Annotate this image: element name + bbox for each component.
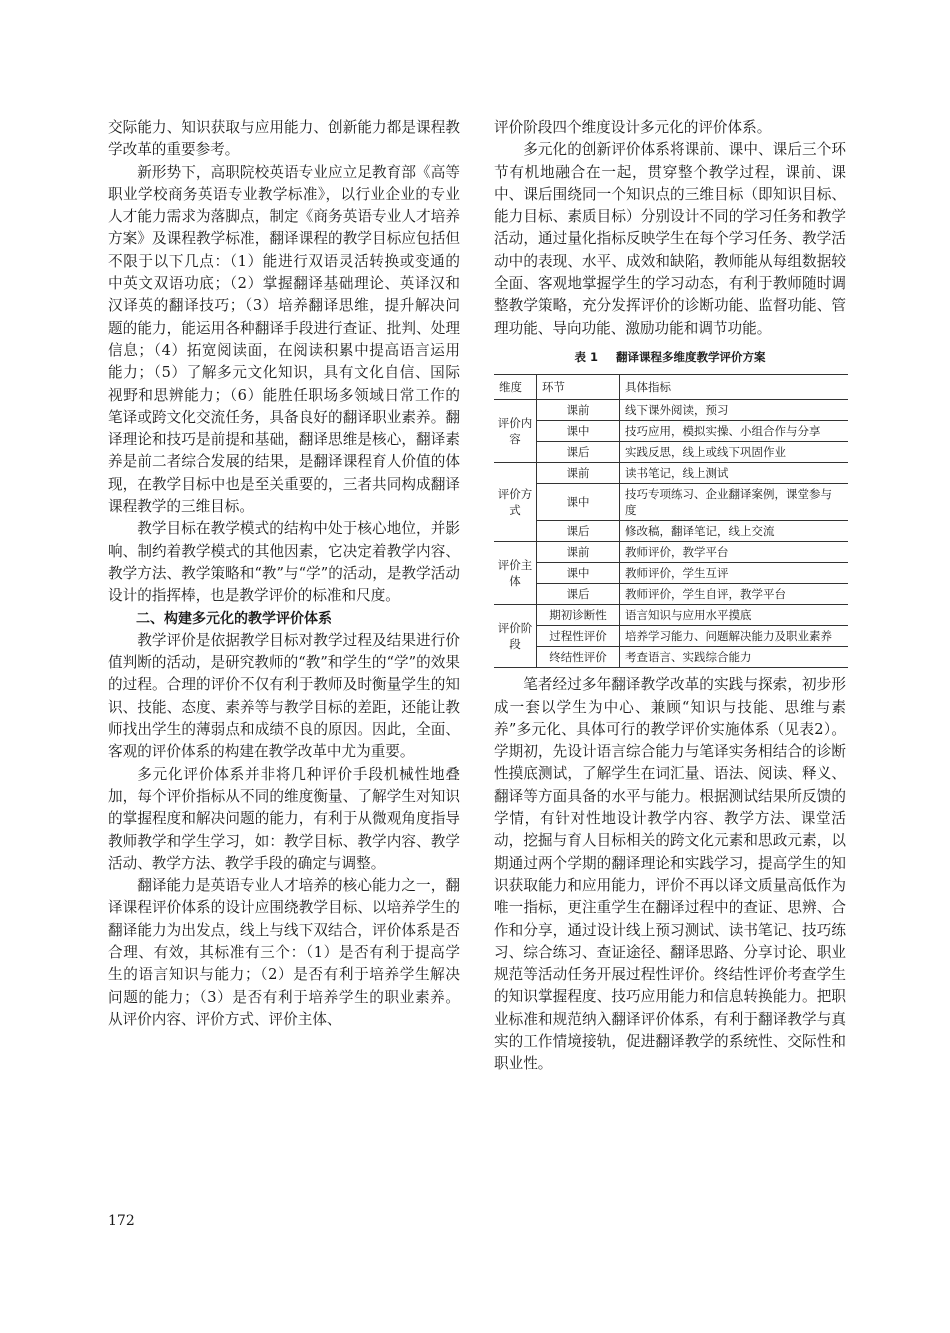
indicator-cell: 线下课外阅读，预习 <box>620 400 849 421</box>
dimension-cell: 评价内容 <box>494 400 537 463</box>
header-indicator: 具体指标 <box>620 375 849 400</box>
indicator-cell: 培养学习能力、问题解决能力及职业素养 <box>620 626 849 647</box>
indicator-cell: 读书笔记，线上测试 <box>620 463 849 484</box>
table-row <box>494 463 848 484</box>
indicator-cell: 教师评价，学生自评，教学平台 <box>620 584 849 605</box>
paragraph: 笔者经过多年翻译教学改革的实践与探索，初步形成一套以学生为中心、兼顾“知识与技能、思维与素养”多元化、具体可行的教学评价实施体系（见表2）。学期初，先设计语言综合能力与笔译实务相结合的诊断性摸底测试，了解学生在词汇量、语法、阅读、释义、翻译等方面具备的水平与能力。根据测试结果所反馈的学情，有针对性地设计教学内容、教学方法、课堂活动，挖掘与育人目标相关的跨文化元素和思政元素，以期通过两个学期的翻译理论和实践学习，提高学生的知识获取能力和应用能力，评价不再以译文质量高低作为唯一指标，更注重学生在翻译过程中的查证、思辨、合作和分享，通过设计线上预习测试、读书笔记、技巧练习、综合练习、查证途径、翻译思路、分享讨论、职业规范等活动任务开展过程性评价。终结性评价考查学生的知识掌握程度、技巧应用能力和信息转换能力。把职业标准和规范纳入翻译评价体系，有利于翻译教学与真实的工作情境接轨，促进翻译教学的系统性、交际性和职业性。 <box>494 676 846 1073</box>
right-column <box>494 117 846 1076</box>
indicator-cell: 修改稿，翻译笔记，线上交流 <box>620 521 849 542</box>
table-row <box>494 421 848 442</box>
stage-cell: 课后 <box>537 442 620 463</box>
table-header-row <box>494 375 848 400</box>
table-row <box>494 584 848 605</box>
section-heading: 二、构建多元化的教学评价体系 <box>136 610 332 627</box>
table-row <box>494 484 848 521</box>
indicator-cell: 考查语言、实践综合能力 <box>620 647 849 668</box>
table-caption <box>494 346 846 368</box>
indicator-cell: 教师评价，学生互评 <box>620 563 849 584</box>
table-title: 翻译课程多维度教学评价方案 <box>616 349 766 364</box>
paragraph: 新形势下，高职院校英语专业应立足教育部《高等职业学校商务英语专业教学标准》，以行业企业的专业人才能力需求为落脚点，制定《商务英语专业人才培养方案》及课程教学标准，翻译课程的教学目标应包括但不限于以下几点：（1）能进行双语灵活转换或变通的中英文双语功底；（2）掌握翻译基础理论、英译汉和汉译英的翻译技巧；（3）培养翻译思维，提升解决问题的能力，能运用各种翻译手段进行查证、批判、处理信息；（4）拓宽阅读面，在阅读积累中提高语言运用能力；（5）了解多元文化知识，具有文化自信、国际视野和思辨能力；（6）能胜任职场多领域日常工作的笔译或跨文化交流任务，具备良好的翻译职业素养。翻译理论和技巧是前提和基础，翻译思维是核心，翻译素养是前二者综合发展的结果，是翻译课程育人价值的体现，在教学目标中也是至关重要的，三者共同构成翻译课程教学的三维目标。 <box>108 163 460 516</box>
stage-cell: 课后 <box>537 584 620 605</box>
left-column <box>108 117 460 1031</box>
table-row <box>494 563 848 584</box>
table-number: 表 1 <box>574 349 598 364</box>
stage-cell: 期初诊断性 <box>537 605 620 626</box>
paragraph: 教学评价是依据教学目标对教学过程及结果进行价值判断的活动，是研究教师的“教”和学生的“学”的效果的过程。合理的评价不仅有利于教师及时衡量学生的知识、技能、态度、素养等与教学目标的差距，还能让教师找出学生的薄弱点和成绩不良的原因。因此，全面、客观的评价体系的构建在教学改革中尤为重要。 <box>108 631 460 761</box>
table-row <box>494 605 848 626</box>
stage-cell: 课前 <box>537 400 620 421</box>
indicator-cell: 技巧专项练习、企业翻译案例，课堂参与度 <box>620 484 849 521</box>
dimension-cell: 评价阶段 <box>494 605 537 668</box>
table-row <box>494 647 848 668</box>
paragraph: 教学目标在教学模式的结构中处于核心地位，并影响、制约着教学模式的其他因素，它决定着教学内容、教学方法、教学策略和“教”与“学”的活动，是教学活动设计的指挥棒，也是教学评价的标准和尺度。 <box>108 520 460 605</box>
paragraph: 多元化的创新评价体系将课前、课中、课后三个环节有机地融合在一起，贯穿整个教学过程，课前、课中、课后围绕同一个知识点的三维目标（即知识目标、能力目标、素质目标）分别设计不同的学习任务和教学活动，通过量化指标反映学生在每个学习任务、教学活动中的表现、水平、成效和缺陷，教师能从每组数据较全面、客观地掌握学生的学习动态，有利于教师随时调整教学策略，充分发挥评价的诊断功能、监督功能、管理功能、导向功能、激励功能和调节功能。 <box>494 141 846 337</box>
stage-cell: 过程性评价 <box>537 626 620 647</box>
table-row <box>494 400 848 421</box>
stage-cell: 课前 <box>537 542 620 563</box>
stage-cell: 课中 <box>537 421 620 442</box>
dimension-cell: 评价主体 <box>494 542 537 605</box>
indicator-cell: 实践反思，线上或线下巩固作业 <box>620 442 849 463</box>
stage-cell: 课前 <box>537 463 620 484</box>
indicator-cell: 语言知识与应用水平摸底 <box>620 605 849 626</box>
page-number: 172 <box>108 1213 135 1229</box>
header-dimension: 维度 <box>494 375 537 400</box>
paragraph: 多元化评价体系并非将几种评价手段机械性地叠加，每个评价指标从不同的维度衡量、了解学生对知识的掌握程度和解决问题的能力，有利于从微观角度指导教师教学和学生学习，如：教学目标、教学内容、教学活动、教学方法、教学手段的确定与调整。 <box>108 765 460 872</box>
stage-cell: 课中 <box>537 563 620 584</box>
header-stage: 环节 <box>537 375 620 400</box>
paragraph: 评价阶段四个维度设计多元化的评价体系。 <box>494 119 772 136</box>
stage-cell: 终结性评价 <box>537 647 620 668</box>
paragraph: 翻译能力是英语专业人才培养的核心能力之一，翻译课程评价体系的设计应围绕教学目标、以培养学生的翻译能力为出发点，线上与线下双结合，评价体系是否合理、有效，其标准有三个：（1）是否有利于提高学生的语言知识与能力；（2）是否有利于培养学生解决问题的能力；（3）是否有利于培养学生的职业素养。从评价内容、评价方式、评价主体、 <box>108 877 460 1028</box>
table-row <box>494 521 848 542</box>
table-row <box>494 626 848 647</box>
evaluation-table <box>494 374 848 668</box>
table-row <box>494 542 848 563</box>
paragraph: 交际能力、知识获取与应用能力、创新能力都是课程教学改革的重要参考。 <box>108 119 460 159</box>
dimension-cell: 评价方式 <box>494 463 537 542</box>
stage-cell: 课后 <box>537 521 620 542</box>
indicator-cell: 教师评价，教学平台 <box>620 542 849 563</box>
indicator-cell: 技巧应用，模拟实操、小组合作与分享 <box>620 421 849 442</box>
table-row <box>494 442 848 463</box>
stage-cell: 课中 <box>537 484 620 521</box>
